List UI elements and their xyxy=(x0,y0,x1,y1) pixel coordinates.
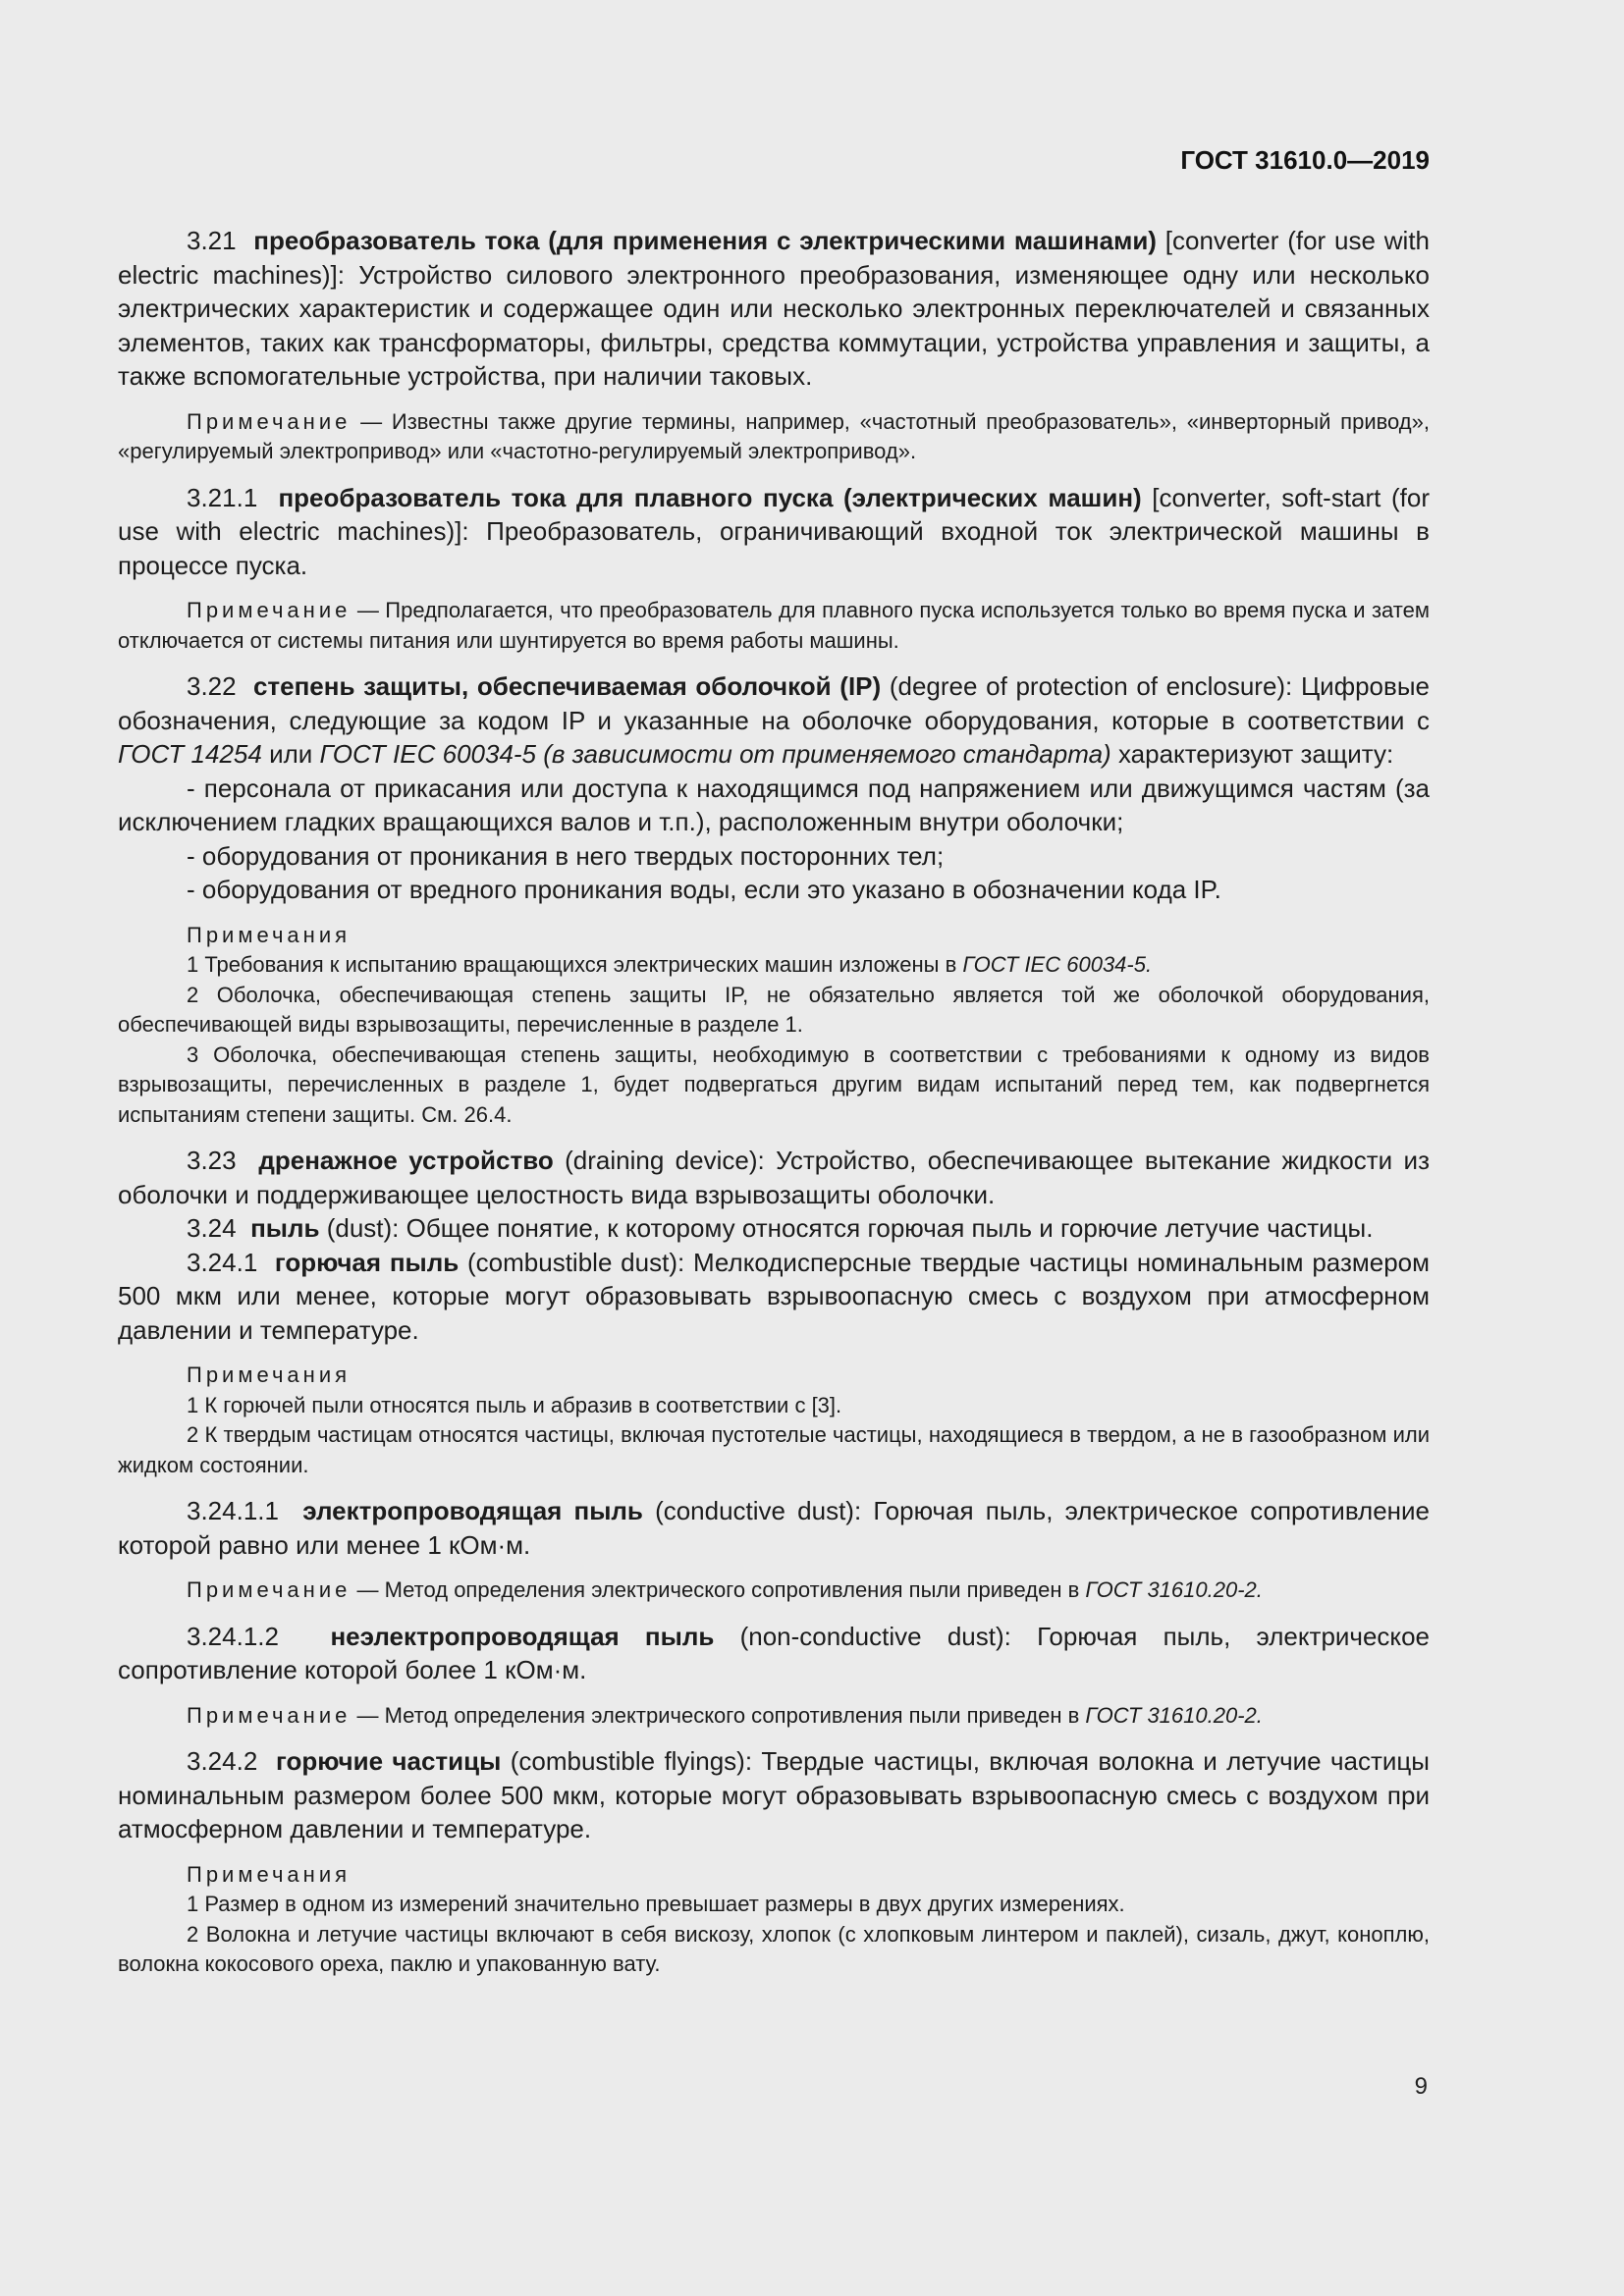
page-content xyxy=(118,224,1430,1980)
clause-text: (degree of protection of enclosure): Цифровые обозначения, следующие за кодом IP и указанные на оболочке оборудования, которые в соответствии с xyxy=(118,671,1430,735)
clause-text: характеризуют защиту: xyxy=(1117,739,1394,769)
note-item: 2 Оболочка, обеспечивающая степень защиты IP, не обязательно является той же оболочкой оборудования, обеспечивающей виды взрывозащиты, перечисленные в разделе 1. xyxy=(118,982,1430,1037)
standard-reference: ГОСТ 31610.20-2. xyxy=(1085,1702,1263,1728)
clause-3-24-1 xyxy=(118,1246,1430,1348)
standard-reference: ГОСТ IEC 60034-5 (в зависимости от применяемого стандарта) xyxy=(319,739,1111,769)
note-item: 3 Оболочка, обеспечивающая степень защиты, необходимую в соответствии с требованиями к одному из видов взрывозащиты, перечисленных в разделе 1, будет подвергаться другим видам испытаний перед тем, как подвергнется испытаниям степени защиты. См. 26.4. xyxy=(118,1041,1430,1127)
standard-header: ГОСТ 31610.0—2019 xyxy=(1180,145,1430,175)
note-label: Примечание xyxy=(187,408,352,434)
clause-number: 3.22 xyxy=(187,671,237,701)
clause-3-23 xyxy=(118,1144,1430,1211)
clause-text: (combustible flyings): Твердые частицы, включая волокна и летучие частицы номинальным размером более 500 мкм, которые могут образовывать взрывоопасную смесь с воздухом при атмосферном давлении и температуре. xyxy=(118,1746,1430,1843)
list-item: - оборудования от вредного проникания воды, если это указано в обозначении кода IP. xyxy=(187,875,1221,904)
clause-text: (draining device): Устройство, обеспечивающее вытекание жидкости из оболочки и поддерживающее целостность вида взрывозащиты оболочки. xyxy=(118,1146,1431,1209)
clause-term: электропроводящая пыль xyxy=(302,1496,643,1525)
note-3-24-1-1 xyxy=(118,1575,1430,1606)
standard-reference: ГОСТ IEC 60034-5. xyxy=(962,952,1153,977)
clause-term: пыль xyxy=(250,1213,320,1243)
clause-number: 3.24.1 xyxy=(187,1247,258,1277)
clause-3-24-1-2 xyxy=(118,1620,1430,1687)
note-3-24-1-2 xyxy=(118,1701,1430,1732)
clause-number: 3.24.1.1 xyxy=(187,1496,279,1525)
clause-text: [converter, soft-start (for use with electric machines)]: Преобразователь, ограничивающий входной ток электрической машины в процессе пуска. xyxy=(118,482,1430,580)
standard-reference: ГОСТ 14254 xyxy=(118,739,262,769)
clause-term: неэлектропроводящая пыль xyxy=(330,1621,715,1651)
list-item: - персонала от прикасания или доступа к находящимся под напряжением или движущимся частям (за исключением гладких вращающихся валов и т.п.), расположенным внутри оболочки; xyxy=(118,773,1430,836)
clause-term: горючие частицы xyxy=(276,1746,502,1776)
note-item: 1 К горючей пыли относятся пыль и абразив в соответствии с [3]. xyxy=(187,1392,842,1417)
clause-term: преобразователь тока (для применения с электрическими машинами) xyxy=(253,226,1157,255)
clause-text: (dust): Общее понятие, к которому относятся горючая пыль и горючие летучие частицы. xyxy=(326,1213,1374,1243)
note-item xyxy=(118,950,1430,981)
clause-term: преобразователь тока для плавного пуска (электрических машин) xyxy=(278,482,1142,512)
clause-3-24-1-1 xyxy=(118,1494,1430,1562)
clause-number: 3.24 xyxy=(187,1213,237,1243)
clause-text: (conductive dust): Горючая пыль, электрическое сопротивление которой равно или менее 1 кОм·м. xyxy=(118,1496,1431,1560)
clause-3-24 xyxy=(118,1211,1430,1246)
clause-term: степень защиты, обеспечиваемая оболочкой (IP) xyxy=(252,671,882,701)
clause-number: 3.24.1.2 xyxy=(187,1621,279,1651)
clause-3-21-1 xyxy=(118,481,1430,583)
list-item: - оборудования от проникания в него твердых посторонних тел; xyxy=(187,840,945,871)
note-label: Примечание xyxy=(187,1577,352,1602)
clause-term: горючая пыль xyxy=(274,1247,460,1277)
note-text: — Предполагается, что преобразователь для плавного пуска используется только во время пуска и затем отключается от системы питания или шунтируется во время работы машины. xyxy=(118,598,1430,653)
clause-3-21 xyxy=(118,224,1430,394)
clause-number: 3.23 xyxy=(187,1146,237,1175)
clause-text: (combustible dust): Мелкодисперсные твердые частицы номинальным размером 500 мкм или менее, которые могут образовывать взрывоопасную смесь с воздухом при атмосферном давлении и температуре. xyxy=(118,1247,1430,1345)
clause-text: (non-conductive dust): Горючая пыль, электрическое сопротивление которой более 1 кОм·м. xyxy=(118,1621,1431,1684)
note-text: — Метод определения электрического сопротивления пыли приведен в xyxy=(356,1577,1080,1602)
clause-number: 3.24.2 xyxy=(187,1746,258,1776)
note-item: 2 К твердым частицам относятся частицы, включая пустотелые частицы, находящиеся в твердом, а не в газообразном или жидком состоянии. xyxy=(118,1422,1430,1477)
clause-term: дренажное устройство xyxy=(258,1146,554,1175)
page-number: 9 xyxy=(1414,2073,1428,2100)
standard-reference: ГОСТ 31610.20-2. xyxy=(1085,1577,1263,1602)
clause-3-22 xyxy=(118,669,1430,772)
notes-heading: Примечания xyxy=(187,922,352,947)
note-3-21 xyxy=(118,407,1430,467)
note-3-21-1 xyxy=(118,596,1430,656)
note-text: 1 Требования к испытанию вращающихся электрических машин изложены в xyxy=(187,952,957,977)
note-label: Примечание xyxy=(187,598,352,622)
clause-text: или xyxy=(269,739,313,769)
notes-heading: Примечания xyxy=(187,1362,352,1387)
clause-number: 3.21.1 xyxy=(187,482,258,512)
notes-heading: Примечания xyxy=(187,1861,352,1887)
note-item: 1 Размер в одном из измерений значительно превышает размеры в двух других измерениях. xyxy=(187,1892,1125,1916)
clause-3-24-2 xyxy=(118,1744,1430,1846)
note-label: Примечание xyxy=(187,1702,352,1728)
note-text: — Метод определения электрического сопротивления пыли приведен в xyxy=(356,1702,1080,1728)
clause-number: 3.21 xyxy=(187,226,237,255)
note-item: 2 Волокна и летучие частицы включают в себя вискозу, хлопок (с хлопковым линтером и паклей), сизаль, джут, коноплю, волокна кокосового ореха, паклю и упакованную вату. xyxy=(118,1921,1430,1976)
clause-text: [converter (for use with electric machines)]: Устройство силового электронного преобразования, изменяющее одну или несколько электрических характеристик и содержащее один или несколько электронных переключателей и связанных элементов, таких как трансформаторы, фильтры, средства коммутации, устройства управления и защиты, а также вспомогательные устройства, при наличии таковых. xyxy=(118,226,1431,391)
note-text: — Известны также другие термины, например, «частотный преобразователь», «инверторный привод», «регулируемый электропривод» или «частотно-регулируемый электропривод». xyxy=(118,408,1430,463)
